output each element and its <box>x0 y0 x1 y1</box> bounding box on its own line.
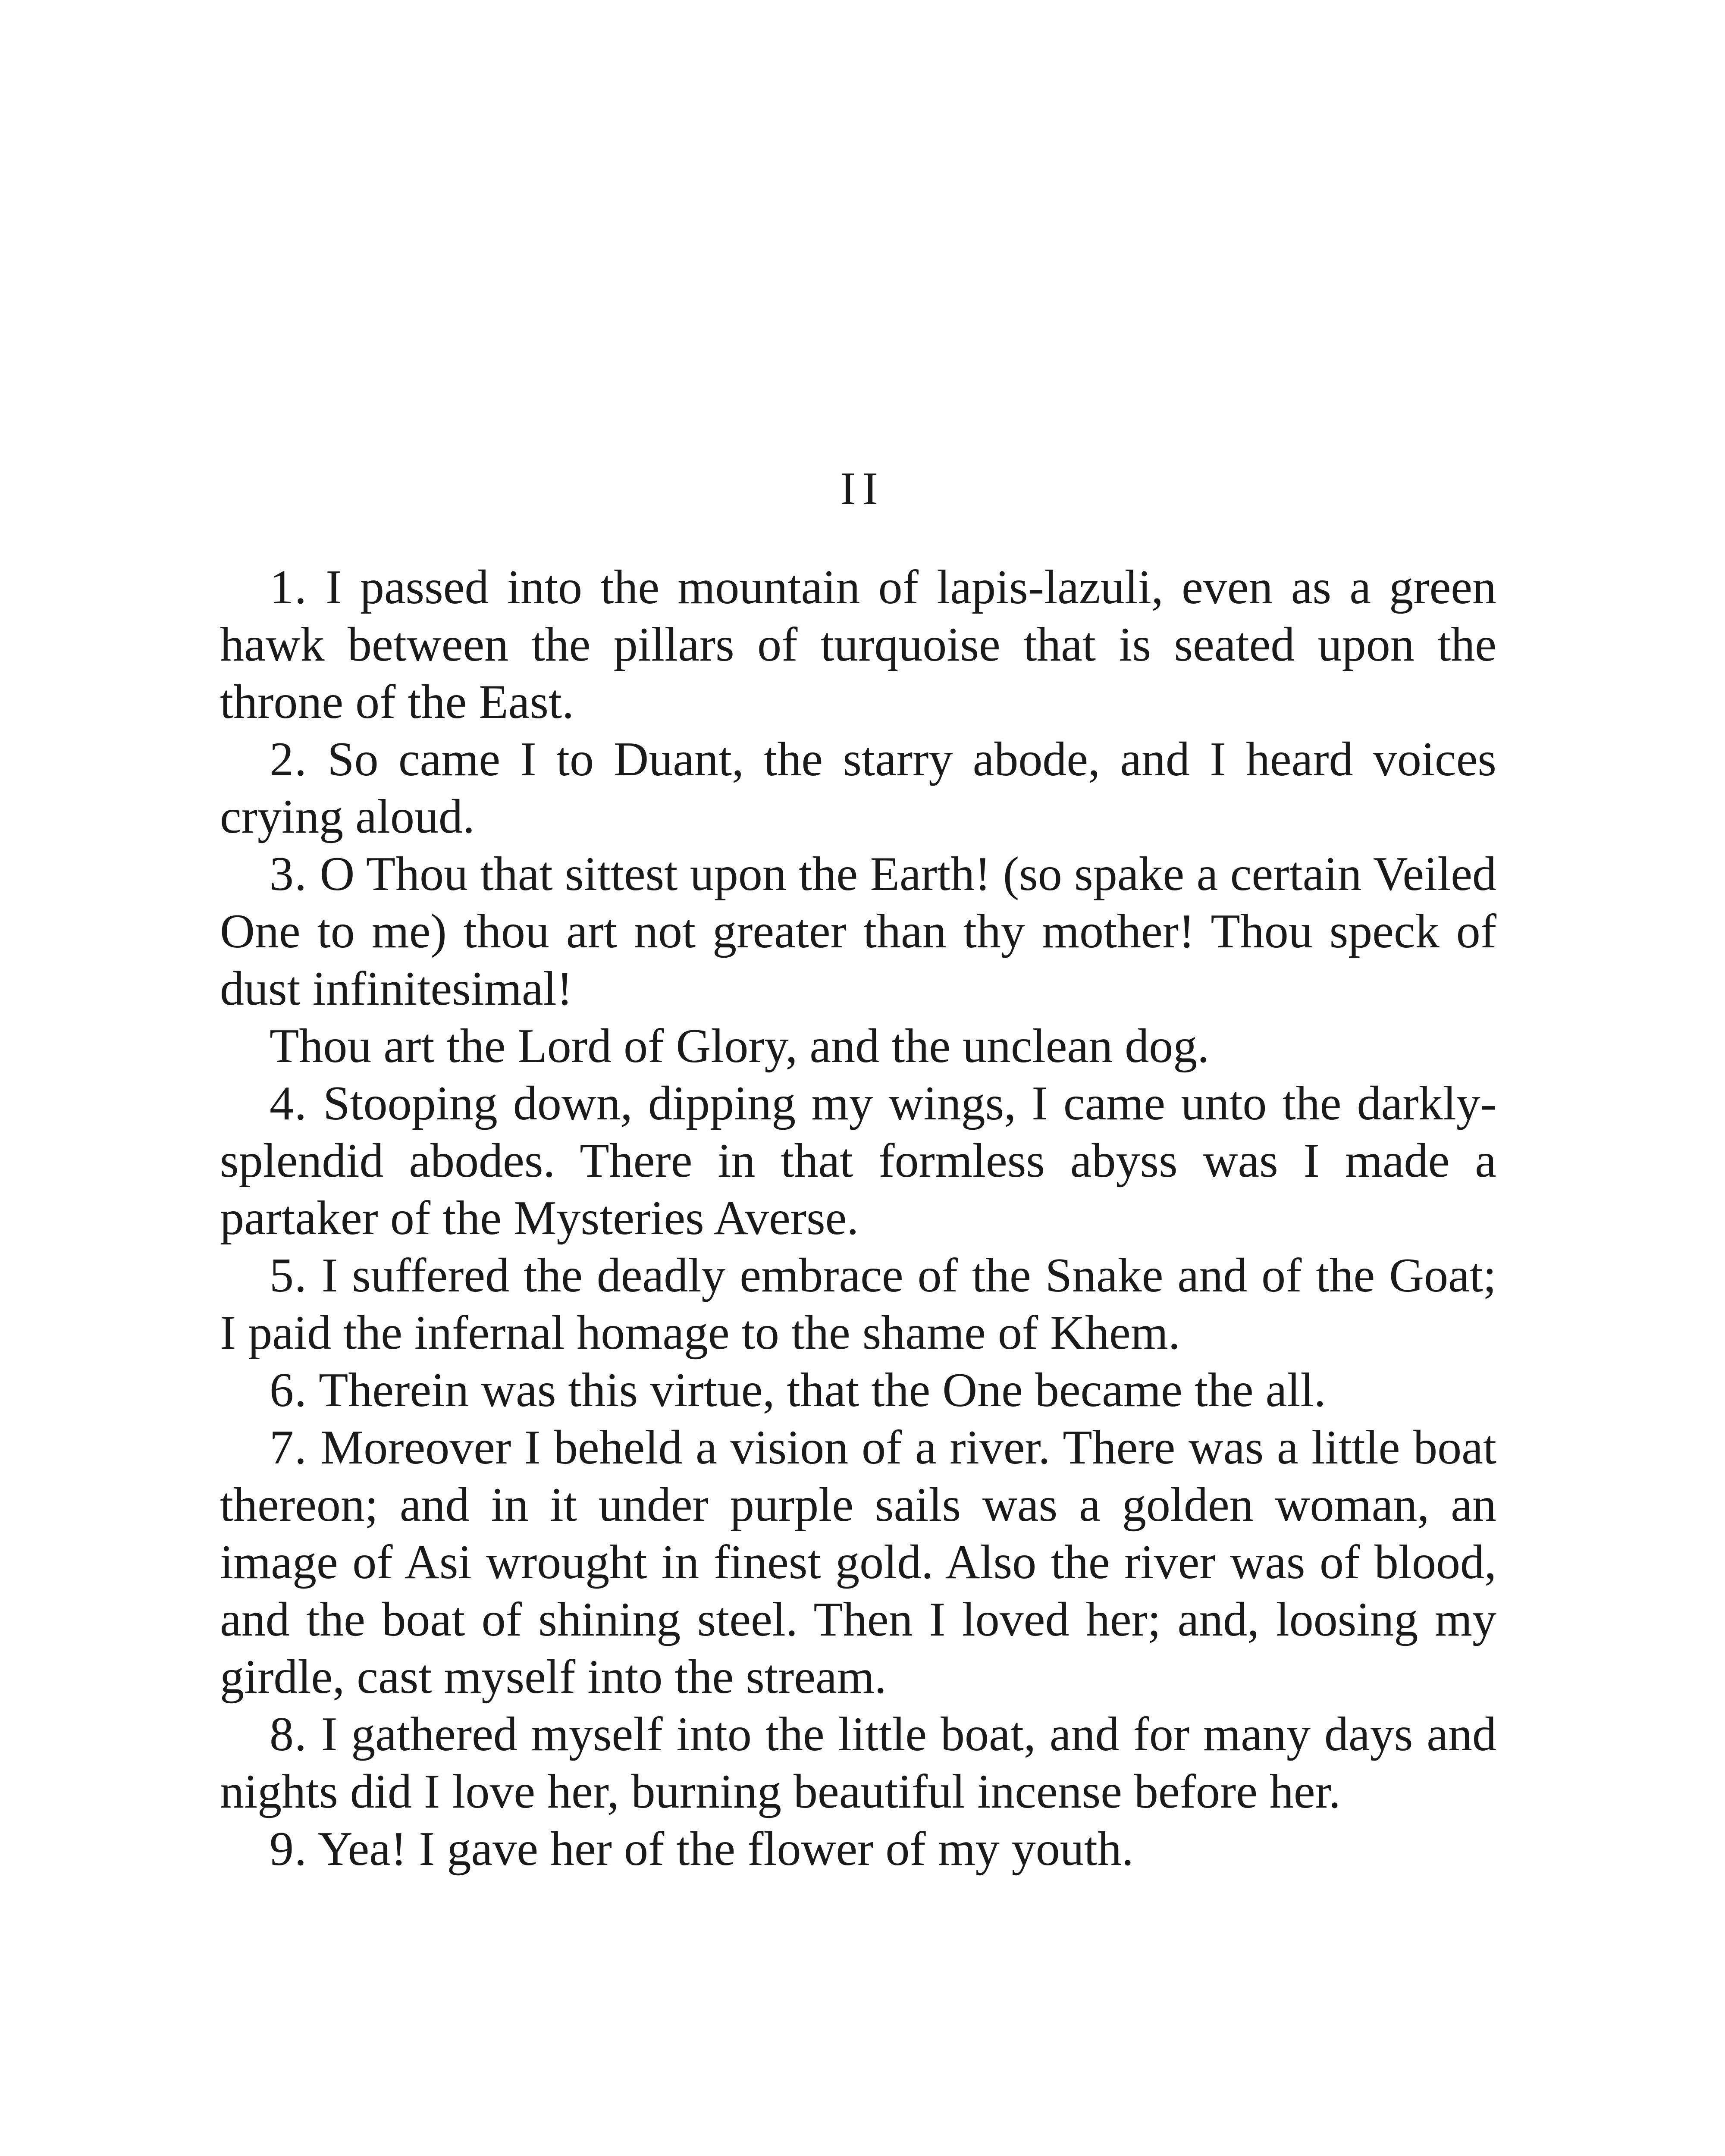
verse-text: I passed into the mountain of lapis-lazuli, even as a green hawk between the pillars of turquoise that is seated upon the throne of the East. <box>220 561 1497 729</box>
verse-number: 6. <box>270 1363 307 1417</box>
verse-number: 3. <box>270 847 307 901</box>
chapter-heading: II <box>840 463 885 514</box>
verse-3 <box>220 846 1496 1018</box>
verse-number: 7. <box>270 1421 307 1474</box>
verse-text: Stooping down, dipping my wings, I came unto the darkly-splendid abodes. There in that formless abyss was I made a partaker of the Mysteries Averse. <box>220 1077 1497 1245</box>
verse-text: Moreover I beheld a vision of a river. There was a little boat thereon; and in it under purple sails was a golden woman, an image of Asi wrought in finest gold. Also the river was of blood, and the boat of shining steel. Then I loved her; and, loosing my girdle, cast myself into the stream. <box>220 1421 1497 1704</box>
verse-text: I gathered myself into the little boat, and for many days and nights did I love her, burning beautiful incense before her. <box>220 1708 1496 1818</box>
verse-9 <box>220 1821 1496 1878</box>
verse-text: I suffered the deadly embrace of the Snake and of the Goat; I paid the infernal homage to the shame of Khem. <box>220 1249 1497 1360</box>
chapter-text <box>220 559 1496 1878</box>
verse-text: O Thou that sittest upon the Earth! (so spake a certain Veiled One to me) thou art not greater than thy mother! Thou speck of dust infinitesimal! <box>220 847 1496 1015</box>
verse-text: So came I to Duant, the starry abode, and I heard voices crying aloud. <box>220 733 1497 843</box>
verse-number: 4. <box>270 1077 307 1130</box>
verse-2 <box>220 731 1496 846</box>
verse-8 <box>220 1706 1496 1821</box>
verse-5 <box>220 1247 1496 1362</box>
verse-number: 5. <box>270 1249 307 1302</box>
verse-number: 8. <box>270 1708 307 1761</box>
verse-7 <box>220 1419 1496 1706</box>
verse-3-continuation <box>220 1018 1496 1075</box>
verse-number: 9. <box>270 1822 307 1876</box>
verse-text: Yea! I gave her of the flower of my youth. <box>317 1822 1134 1876</box>
verse-number: 1. <box>270 561 307 614</box>
verse-text: Therein was this virtue, that the One became the all. <box>318 1363 1326 1417</box>
verse-1 <box>220 559 1496 731</box>
verse-6 <box>220 1362 1496 1419</box>
verse-number: 2. <box>270 733 307 786</box>
verse-text: Thou art the Lord of Glory, and the unclean dog. <box>270 1019 1210 1073</box>
verse-4 <box>220 1075 1496 1247</box>
